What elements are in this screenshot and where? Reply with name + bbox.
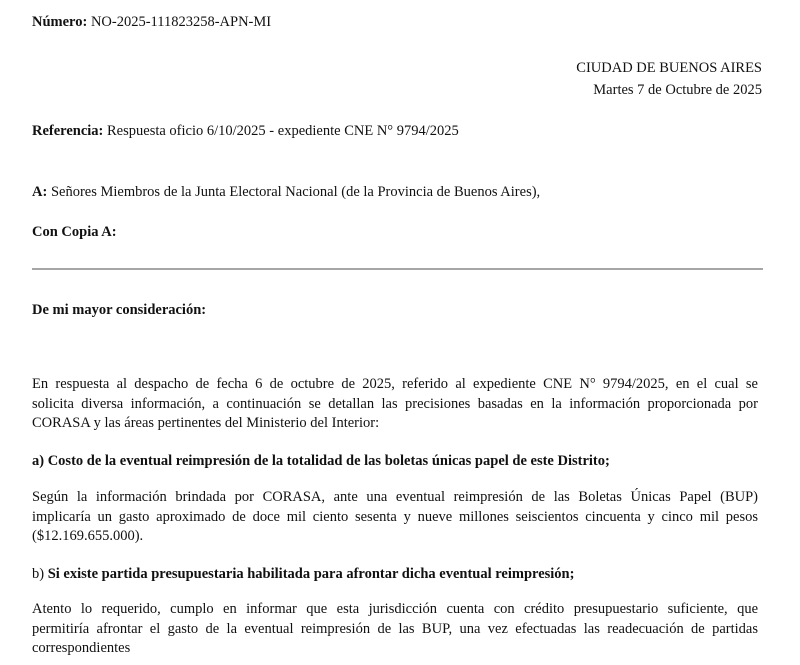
section-b-title: Si existe partida presupuestaria habilitada para afrontar dicha eventual reimpresión; — [47, 566, 575, 582]
section-b-prefix: b) — [32, 566, 45, 582]
section-a-paragraph — [32, 488, 758, 547]
intro-line: En respuesta al despacho de fecha 6 de octubre de 2025, referido al expediente CNE N° 9794/2025, en el cual se — [32, 376, 758, 392]
section-b-paragraph — [32, 600, 758, 659]
section-b-line: correspondientes — [32, 640, 131, 656]
number-label: Número: — [32, 14, 88, 30]
reference-label: Referencia: — [32, 123, 104, 139]
section-a-line: implicaría un gasto aproximado de doce mil ciento sesenta y nueve millones seiscientos cincuenta y cinco mil pesos — [32, 508, 758, 525]
reference-line — [32, 122, 459, 140]
intro-line: CORASA y las áreas pertinentes del Ministerio del Interior: — [32, 415, 380, 431]
intro-paragraph — [32, 375, 758, 434]
section-b-line: permitiría afrontar el gasto de la eventual reimpresión de las BUP, una vez efectuadas las readecuación de partidas — [32, 620, 758, 637]
section-a-line: Según la información brindada por CORASA, ante una eventual reimpresión de las Boletas Únicas Papel (BUP) — [32, 489, 758, 505]
recipient-value: Señores Miembros de la Junta Electoral Nacional (de la Provincia de Buenos Aires), — [50, 184, 541, 200]
city-line: CIUDAD DE BUENOS AIRES — [576, 60, 762, 76]
document-number — [32, 13, 271, 31]
reference-value: Respuesta oficio 6/10/2025 - expediente CNE N° 9794/2025 — [107, 123, 459, 139]
recipient-label: A: — [32, 184, 48, 200]
recipient-line — [32, 183, 540, 201]
section-b-title-line — [32, 565, 574, 583]
divider — [32, 268, 763, 270]
intro-line: solicita diversa información, a continuación se detallan las precisiones basadas en la información proporcionada por — [32, 395, 758, 412]
date-line: Martes 7 de Octubre de 2025 — [593, 82, 762, 98]
copy-to-label: Con Copia A: — [32, 224, 117, 240]
section-a-line: ($12.169.655.000). — [32, 528, 144, 544]
salutation: De mi mayor consideración: — [32, 302, 207, 318]
number-value: NO-2025-111823258-APN-MI — [90, 14, 272, 30]
section-a-title: a) Costo de la eventual reimpresión de la totalidad de las boletas únicas papel de este Distrito; — [32, 453, 610, 469]
section-b-line: Atento lo requerido, cumplo en informar que esta jurisdicción cuenta con crédito presupuestario suficiente, que — [32, 601, 758, 617]
